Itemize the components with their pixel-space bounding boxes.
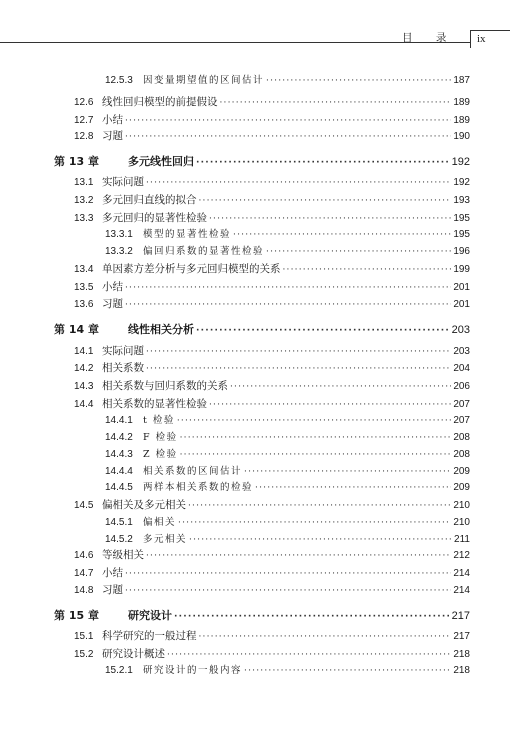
toc-entry-number: 13.5: [74, 282, 94, 293]
toc-chapter-entry[interactable]: [54, 321, 470, 337]
toc-section-entry[interactable]: [74, 396, 470, 412]
toc-entry-page: 193: [453, 195, 470, 206]
toc-entry-number: 13.3: [74, 213, 94, 224]
toc-entry-number: 14.5.1: [105, 517, 133, 528]
toc-entry-number: 14.4.2: [105, 432, 133, 443]
toc-leader-dots: [178, 518, 451, 528]
toc-entry-page: 210: [453, 500, 470, 511]
toc-leader-dots: [233, 230, 451, 240]
toc-entry-title: 习题: [102, 298, 123, 310]
toc-entry-page: 209: [453, 482, 470, 493]
toc-entry-title: 偏回归系数的显著性检验: [143, 246, 265, 257]
toc-leader-dots: [283, 265, 452, 275]
toc-leader-dots: [146, 178, 451, 188]
toc-chapter-entry[interactable]: [54, 153, 470, 169]
toc-entry-page: 195: [453, 213, 470, 224]
toc-entry-page: 190: [453, 131, 470, 142]
toc-leader-dots: [266, 76, 451, 86]
toc-entry-page: 201: [453, 299, 470, 310]
toc-entry-page: 207: [453, 415, 470, 426]
toc-leader-dots: [266, 247, 451, 257]
toc-entry-number: 14.2: [74, 363, 94, 374]
toc-section-entry[interactable]: [74, 279, 470, 295]
toc-entry-title: F 检验: [143, 432, 178, 443]
toc-leader-dots: [125, 116, 451, 126]
toc-entry-page: 196: [453, 246, 470, 257]
toc-entry-title: 小结: [102, 114, 123, 126]
toc-entry-number: 12.8: [74, 131, 94, 142]
toc-entry-page: 199: [453, 264, 470, 275]
toc-entry-number: 13.3.2: [105, 246, 133, 257]
toc-entry-number: 14.4.4: [105, 466, 133, 477]
toc-entry-number: 14.3: [74, 381, 94, 392]
toc-entry-title: 相关系数与回归系数的关系: [102, 380, 228, 392]
toc-subsection-entry[interactable]: [105, 463, 470, 479]
toc-leader-dots: [125, 586, 451, 596]
toc-section-entry[interactable]: [74, 547, 470, 563]
toc-entry-title: 科学研究的一般过程: [102, 630, 197, 642]
toc-entry-title: 多元回归的显著性检验: [102, 212, 207, 224]
toc-entry-title: 研究设计概述: [102, 648, 165, 660]
toc-entry-page: 214: [453, 585, 470, 596]
toc-subsection-entry[interactable]: [105, 446, 470, 462]
toc-entry-number: 15.2: [74, 649, 94, 660]
toc-leader-dots: [244, 467, 451, 477]
toc-leader-dots: [177, 416, 451, 426]
toc-entry-number: 14.4.3: [105, 449, 133, 460]
toc-entry-page: 208: [453, 449, 470, 460]
toc-entry-title: 单因素方差分析与多元回归模型的关系: [102, 263, 281, 275]
toc-entry-title: 小结: [102, 281, 123, 293]
toc-entry-page: 203: [453, 346, 470, 357]
toc-entry-page: 207: [453, 399, 470, 410]
toc-entry-number: 15.1: [74, 631, 94, 642]
toc-entry-number: 12.7: [74, 115, 94, 126]
toc-leader-dots: [255, 483, 451, 493]
toc-section-entry[interactable]: [74, 378, 470, 394]
toc-entry-title: 模型的显著性检验: [143, 229, 232, 240]
toc-subsection-entry[interactable]: [105, 226, 470, 242]
toc-section-entry[interactable]: [74, 112, 470, 128]
toc-leader-dots: [125, 132, 451, 142]
toc-entry-page: 214: [453, 568, 470, 579]
toc-entry-number: 14.6: [74, 550, 94, 561]
toc-leader-dots: [174, 612, 450, 622]
toc-leader-dots: [180, 450, 452, 460]
toc-entry-title: 多元相关: [143, 534, 188, 545]
toc-entry-title: 研究设计的一般内容: [143, 665, 243, 676]
toc-entry-title: 偏相关及多元相关: [102, 499, 186, 511]
toc-section-entry[interactable]: [74, 565, 470, 581]
toc-entry-title: 研究设计: [128, 609, 172, 622]
toc-entry-page: 217: [453, 631, 470, 642]
toc-leader-dots: [125, 300, 451, 310]
toc-entry-page: 206: [453, 381, 470, 392]
toc-entry-page: 218: [453, 649, 470, 660]
toc-section-entry[interactable]: [74, 210, 470, 226]
toc-leader-dots: [199, 196, 452, 206]
toc-entry-number: 12.5.3: [105, 75, 133, 86]
toc-entry-title: 习题: [102, 584, 123, 596]
toc-entry-page: 218: [453, 665, 470, 676]
toc-entry-title: 小结: [102, 567, 123, 579]
toc-section-entry[interactable]: [74, 646, 470, 662]
toc-entry-title: t 检验: [143, 415, 175, 426]
toc-section-entry[interactable]: [74, 497, 470, 513]
toc-section-entry[interactable]: [74, 582, 470, 598]
toc-subsection-entry[interactable]: [105, 72, 470, 88]
toc-subsection-entry[interactable]: [105, 243, 470, 259]
toc-entry-title: 实际问题: [102, 345, 144, 357]
toc-leader-dots: [196, 158, 450, 168]
toc-subsection-entry[interactable]: [105, 429, 470, 445]
header-rule: [0, 42, 470, 43]
toc-entry-title: 两样本相关系数的检验: [143, 482, 254, 493]
toc-entry-title: 线性相关分析: [128, 323, 194, 336]
toc-entry-number: 13.3.1: [105, 229, 133, 240]
toc-section-entry[interactable]: [74, 343, 470, 359]
toc-entry-page: 189: [453, 115, 470, 126]
toc-subsection-entry[interactable]: [105, 662, 470, 678]
toc-entry-number: 14.4.1: [105, 415, 133, 426]
toc-entry-number: 第 14 章: [54, 323, 99, 336]
toc-entry-number: 14.5.2: [105, 534, 133, 545]
toc-entry-page: 208: [453, 432, 470, 443]
toc-entry-title: 实际问题: [102, 176, 144, 188]
toc-leader-dots: [196, 326, 450, 336]
toc-entry-title: 多元回归直线的拟合: [102, 194, 197, 206]
toc-entry-number: 13.6: [74, 299, 94, 310]
toc-entry-number: 13.4: [74, 264, 94, 275]
toc-entry-number: 14.5: [74, 500, 94, 511]
toc-entry-number: 15.2.1: [105, 665, 133, 676]
toc-chapter-entry[interactable]: [54, 607, 470, 623]
toc-entry-page: 210: [453, 517, 470, 528]
toc-leader-dots: [146, 551, 451, 561]
toc-leader-dots: [125, 283, 451, 293]
toc-section-entry[interactable]: [74, 360, 470, 376]
header-title: 目 录: [402, 32, 457, 44]
toc-leader-dots: [167, 650, 451, 660]
toc-entry-page: 212: [453, 550, 470, 561]
toc-entry-title: 多元线性回归: [128, 155, 194, 168]
toc-leader-dots: [188, 501, 451, 511]
toc-entry-title: 相关系数: [102, 362, 144, 374]
toc-leader-dots: [180, 433, 452, 443]
toc-leader-dots: [199, 632, 452, 642]
toc-leader-dots: [230, 382, 451, 392]
toc-section-entry[interactable]: [74, 628, 470, 644]
toc-entry-page: 192: [453, 177, 470, 188]
toc-entry-title: 因变量期望值的区间估计: [143, 75, 265, 86]
toc-leader-dots: [220, 98, 452, 108]
toc-entry-page: 189: [453, 97, 470, 108]
toc-entry-title: 相关系数的区间估计: [143, 466, 243, 477]
toc-entry-number: 第 15 章: [54, 609, 99, 622]
toc-subsection-entry[interactable]: [105, 514, 470, 530]
toc-entry-number: 13.1: [74, 177, 94, 188]
toc-entry-number: 14.8: [74, 585, 94, 596]
toc-entry-page: 195: [453, 229, 470, 240]
toc-entry-page: 203: [451, 324, 470, 336]
toc-entry-title: 习题: [102, 130, 123, 142]
toc-entry-number: 14.7: [74, 568, 94, 579]
toc-subsection-entry[interactable]: [105, 479, 470, 495]
toc-section-entry[interactable]: [74, 192, 470, 208]
toc-entry-number: 14.1: [74, 346, 94, 357]
toc-entry-number: 12.6: [74, 97, 94, 108]
toc-entry-number: 第 13 章: [54, 155, 99, 168]
toc-entry-page: 187: [453, 75, 470, 86]
toc-leader-dots: [146, 364, 451, 374]
toc-entry-number: 14.4.5: [105, 482, 133, 493]
toc-entry-page: 201: [453, 282, 470, 293]
toc-entry-title: 线性回归模型的前提假设: [102, 96, 218, 108]
toc-section-entry[interactable]: [74, 174, 470, 190]
toc-entry-number: 14.4: [74, 399, 94, 410]
toc-leader-dots: [244, 666, 451, 676]
toc-leader-dots: [209, 214, 451, 224]
toc-section-entry[interactable]: [74, 94, 470, 110]
toc-entry-page: 217: [451, 610, 470, 622]
toc-entry-title: 偏相关: [143, 517, 177, 528]
page-number: ix: [470, 30, 510, 48]
toc-entry-title: 等级相关: [102, 549, 144, 561]
toc-entry-page: 204: [453, 363, 470, 374]
toc-entry-page: 192: [451, 156, 470, 168]
toc-section-entry[interactable]: [74, 261, 470, 277]
toc-entry-page: 211: [454, 534, 470, 545]
toc-subsection-entry[interactable]: [105, 531, 470, 547]
toc-section-entry[interactable]: [74, 128, 470, 144]
toc-entry-number: 13.2: [74, 195, 94, 206]
toc-entry-title: Z 检验: [143, 449, 178, 460]
toc-leader-dots: [146, 347, 451, 357]
toc-entry-title: 相关系数的显著性检验: [102, 398, 207, 410]
toc-entry-page: 209: [453, 466, 470, 477]
toc-leader-dots: [189, 535, 452, 545]
toc-leader-dots: [209, 400, 451, 410]
toc-subsection-entry[interactable]: [105, 412, 470, 428]
toc-leader-dots: [125, 569, 451, 579]
page-header: [0, 0, 520, 46]
toc-section-entry[interactable]: [74, 296, 470, 312]
